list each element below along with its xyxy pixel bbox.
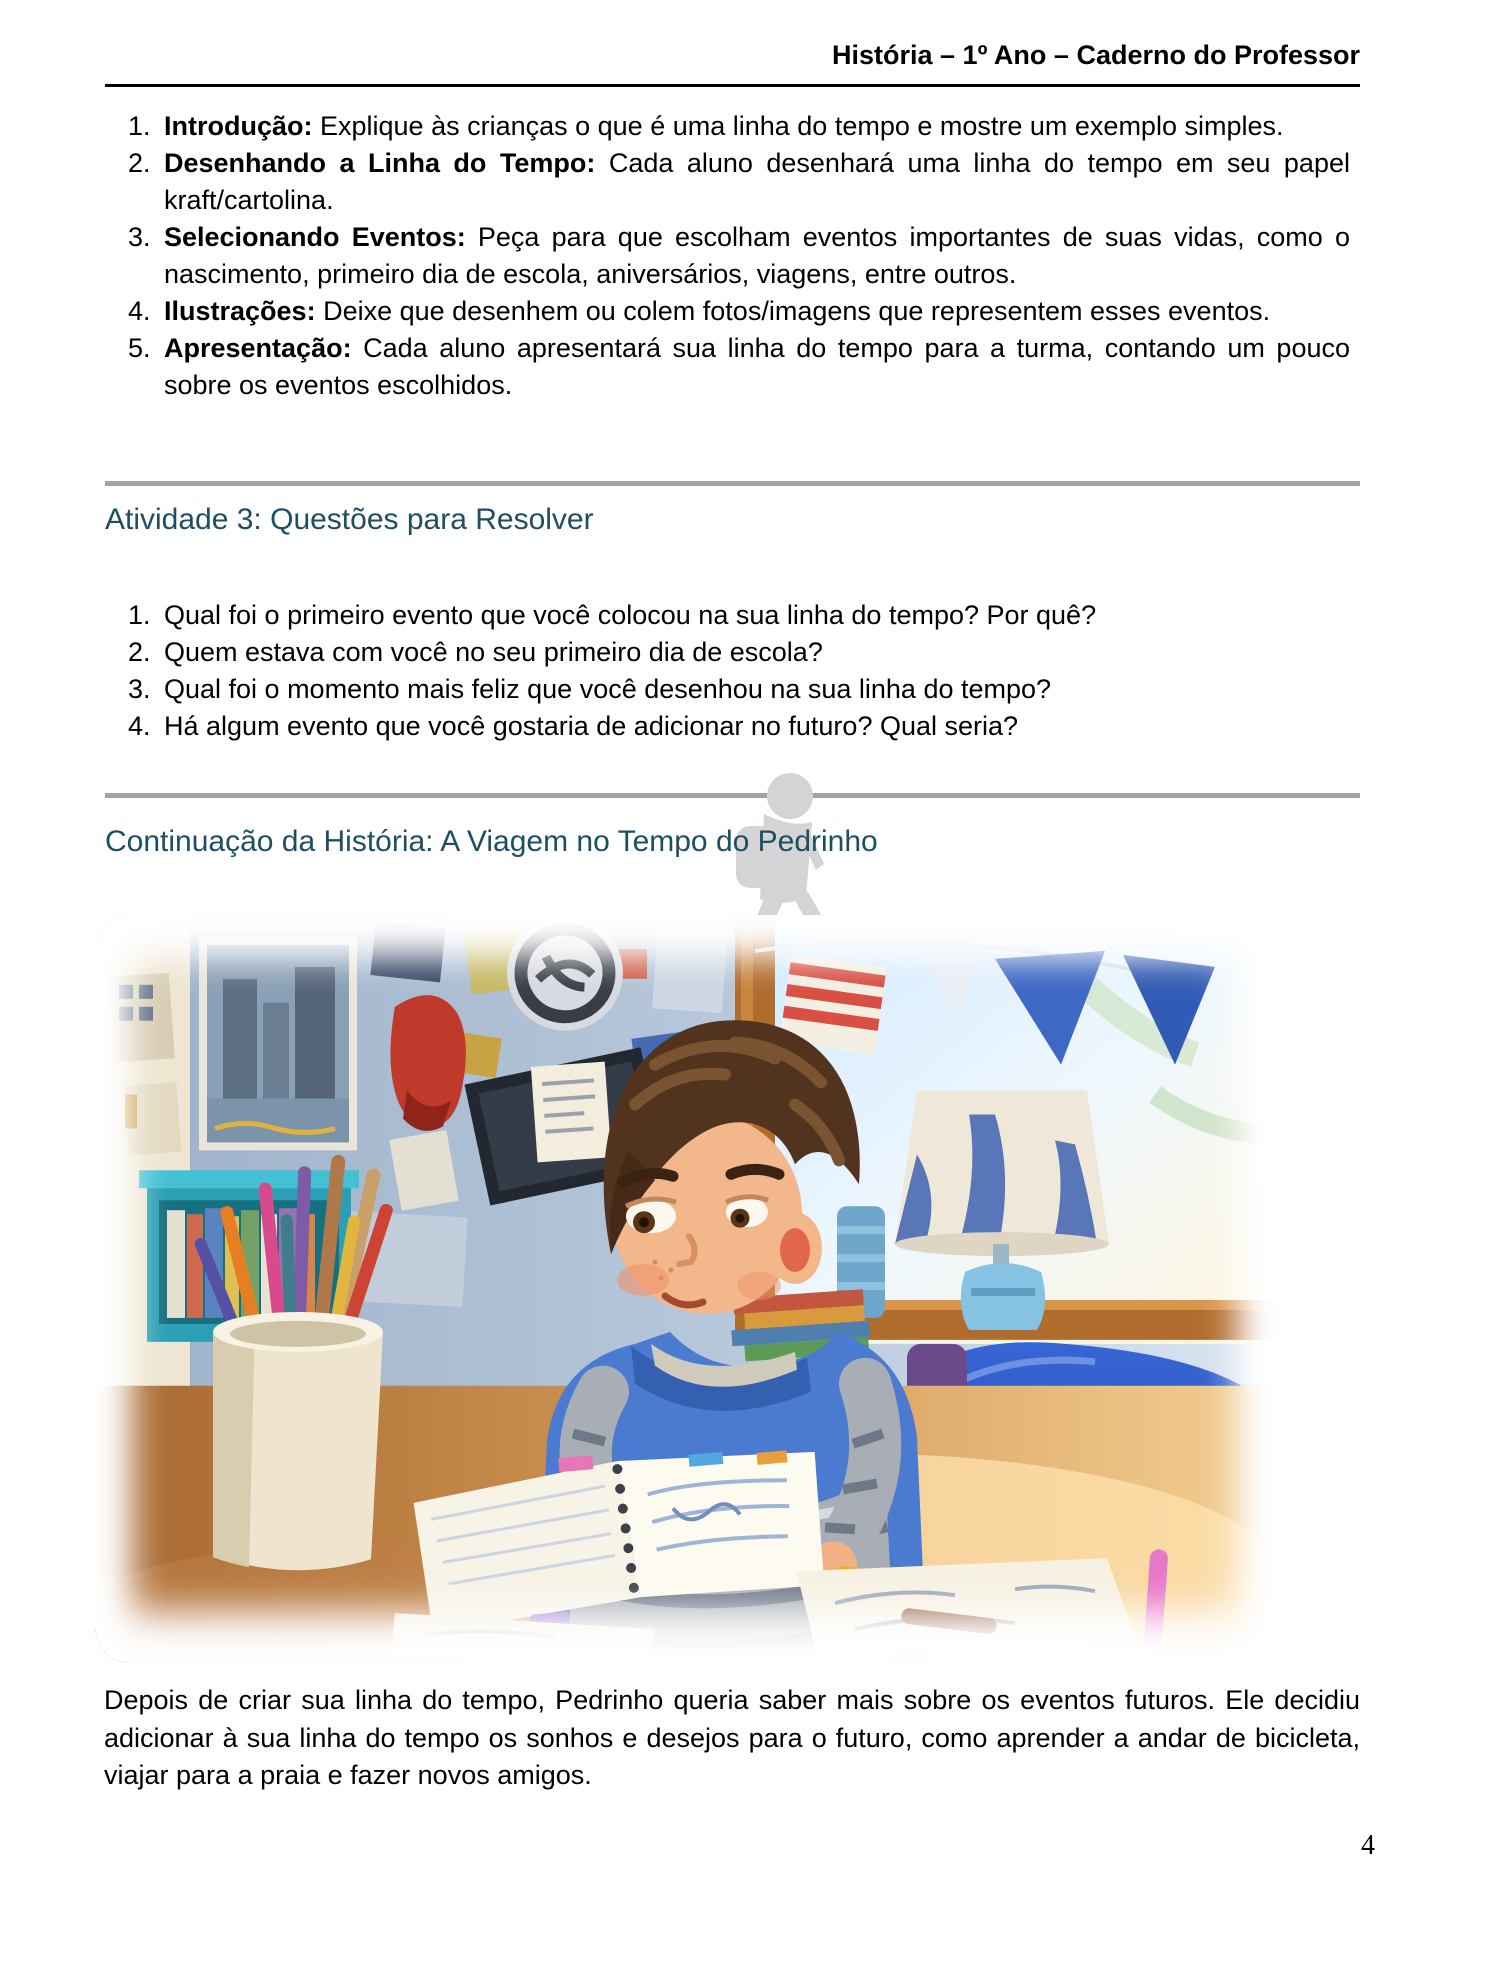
city-poster	[199, 937, 357, 1150]
question-text: Qual foi o primeiro evento que você colocou na sua linha do tempo? Por quê?	[164, 600, 1097, 630]
list-item	[128, 108, 1350, 145]
boy-drawing-illustration	[95, 915, 1275, 1663]
section-divider	[105, 481, 1360, 486]
item-number: 2.	[128, 148, 151, 178]
section-heading-atividade-3: Atividade 3: Questões para Resolver	[105, 503, 594, 536]
item-label: Desenhando a Linha do Tempo:	[164, 148, 596, 178]
item-number: 2.	[128, 637, 151, 667]
list-item	[128, 708, 1350, 745]
list-item	[128, 634, 1350, 671]
item-text: Desenhando a Linha do Tempo: Cada aluno desenhará uma linha do tempo em seu papel kraft/cartolina.	[164, 148, 1350, 215]
list-item	[128, 330, 1350, 404]
item-number: 4.	[128, 711, 151, 741]
list-item	[128, 219, 1350, 293]
questions-list	[128, 597, 1350, 745]
illustration-scene	[95, 915, 1275, 1663]
list-item	[128, 293, 1350, 330]
item-number: 5.	[128, 333, 151, 363]
list-item	[128, 597, 1350, 634]
question-text: Há algum evento que você gostaria de adicionar no futuro? Qual seria?	[164, 711, 1019, 741]
section-heading-continuacao: Continuação da História: A Viagem no Tempo do Pedrinho	[105, 825, 878, 858]
question-text: Quem estava com você no seu primeiro dia de escola?	[164, 637, 823, 667]
list-item	[128, 145, 1350, 219]
item-text: Ilustrações: Deixe que desenhem ou colem fotos/imagens que representem esses eventos.	[164, 296, 1271, 326]
header-title: História – 1º Ano – Caderno do Professor	[832, 40, 1360, 70]
item-label: Selecionando Eventos:	[164, 222, 466, 252]
item-number: 4.	[128, 296, 151, 326]
item-label: Introdução:	[164, 111, 313, 141]
page-number: 4	[1361, 1830, 1375, 1861]
header-rule	[105, 84, 1360, 87]
item-number: 3.	[128, 674, 151, 704]
item-number: 1.	[128, 600, 151, 630]
item-text: Selecionando Eventos: Peça para que escolham eventos importantes de suas vidas, como o nascimento, primeiro dia de escola, aniversários, viagens, entre outros.	[164, 222, 1350, 289]
story-paragraph: Depois de criar sua linha do tempo, Pedrinho queria saber mais sobre os eventos futuros. Ele decidiu adicionar à sua linha do tempo os sonhos e desejos para o futuro, como aprender a andar de bicicleta, viajar para a praia e fazer novos amigos.	[104, 1685, 1360, 1790]
item-label: Apresentação:	[164, 333, 352, 363]
item-label: Ilustrações:	[164, 296, 316, 326]
item-text: Apresentação: Cada aluno apresentará sua linha do tempo para a turma, contando um pouco sobre os eventos escolhidos.	[164, 333, 1350, 400]
item-text: Introdução: Explique às crianças o que é uma linha do tempo e mostre um exemplo simples.	[164, 111, 1284, 141]
question-text: Qual foi o momento mais feliz que você desenhou na sua linha do tempo?	[164, 674, 1052, 704]
item-number: 3.	[128, 222, 151, 252]
list-item	[128, 671, 1350, 708]
item-number: 1.	[128, 111, 151, 141]
activity-steps-list	[128, 108, 1350, 404]
